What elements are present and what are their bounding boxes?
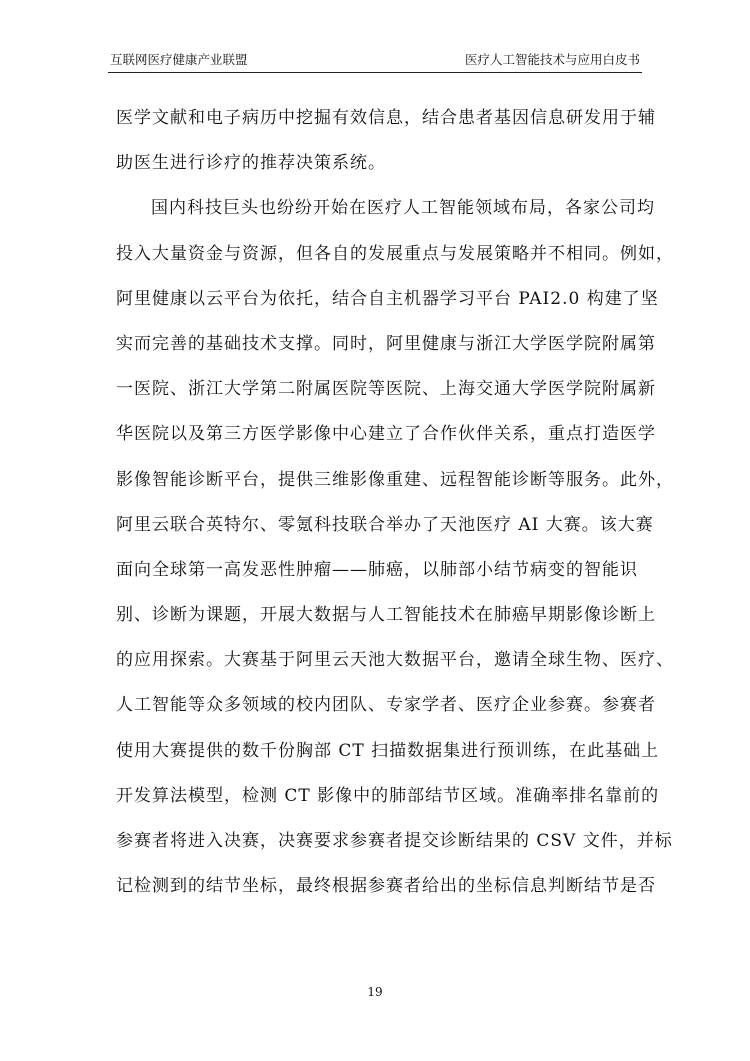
header-organization: 互联网医疗健康产业联盟 [110, 52, 248, 67]
text-line: 别、诊断为课题，开展大数据与人工智能技术在肺癌早期影像诊断上 [116, 605, 656, 626]
text-line: 参赛者将进入决赛，决赛要求参赛者提交诊断结果的 CSV 文件，并标 [116, 831, 673, 851]
header-divider [108, 72, 642, 73]
text-line: 记检测到的结节坐标，最终根据参赛者给出的坐标信息判断结节是否 [116, 876, 656, 897]
page-number: 19 [367, 985, 383, 999]
text-line: 实而完善的基础技术支撑。同时，阿里健康与浙江大学医学院附属第 [116, 333, 656, 354]
running-header [110, 50, 640, 72]
text-line: 助医生进行诊疗的推荐决策系统。 [116, 153, 386, 174]
text-line: 的应用探索。大赛基于阿里云天池大数据平台，邀请全球生物、医疗、 [116, 650, 674, 671]
text-line: 面向全球第一高发恶性肿瘤——肺癌，以肺部小结节病变的智能识 [116, 559, 638, 580]
text-line: 阿里云联合英特尔、零氪科技联合举办了天池医疗 AI 大赛。该大赛 [116, 514, 654, 535]
text-line: 国内科技巨头也纷纷开始在医疗人工智能领域布局，各家公司均 [151, 198, 655, 219]
text-line: 人工智能等众多领域的校内团队、专家学者、医疗企业参赛。参赛者 [116, 695, 656, 716]
text-line: 投入大量资金与资源，但各自的发展重点与发展策略并不相同。例如， [116, 243, 674, 264]
text-line: 影像智能诊断平台，提供三维影像重建、远程智能诊断等服务。此外， [116, 469, 674, 490]
header-document-title: 医疗人工智能技术与应用白皮书 [464, 52, 640, 67]
text-line: 一医院、浙江大学第二附属医院等医院、上海交通大学医学院附属新 [116, 379, 656, 400]
body-text [116, 96, 674, 909]
text-line: 使用大赛提供的数千份胸部 CT 扫描数据集进行预训练，在此基础上 [116, 740, 660, 761]
text-line: 华医院以及第三方医学影像中心建立了合作伙伴关系，重点打造医学 [116, 424, 656, 445]
text-line: 开发算法模型，检测 CT 影像中的肺部结节区域。准确率排名靠前的 [116, 785, 660, 806]
text-line: 阿里健康以云平台为依托，结合自主机器学习平台 PAI2.0 构建了坚 [116, 288, 659, 309]
text-line: 医学文献和电子病历中挖掘有效信息，结合患者基因信息研发用于辅 [116, 108, 656, 128]
